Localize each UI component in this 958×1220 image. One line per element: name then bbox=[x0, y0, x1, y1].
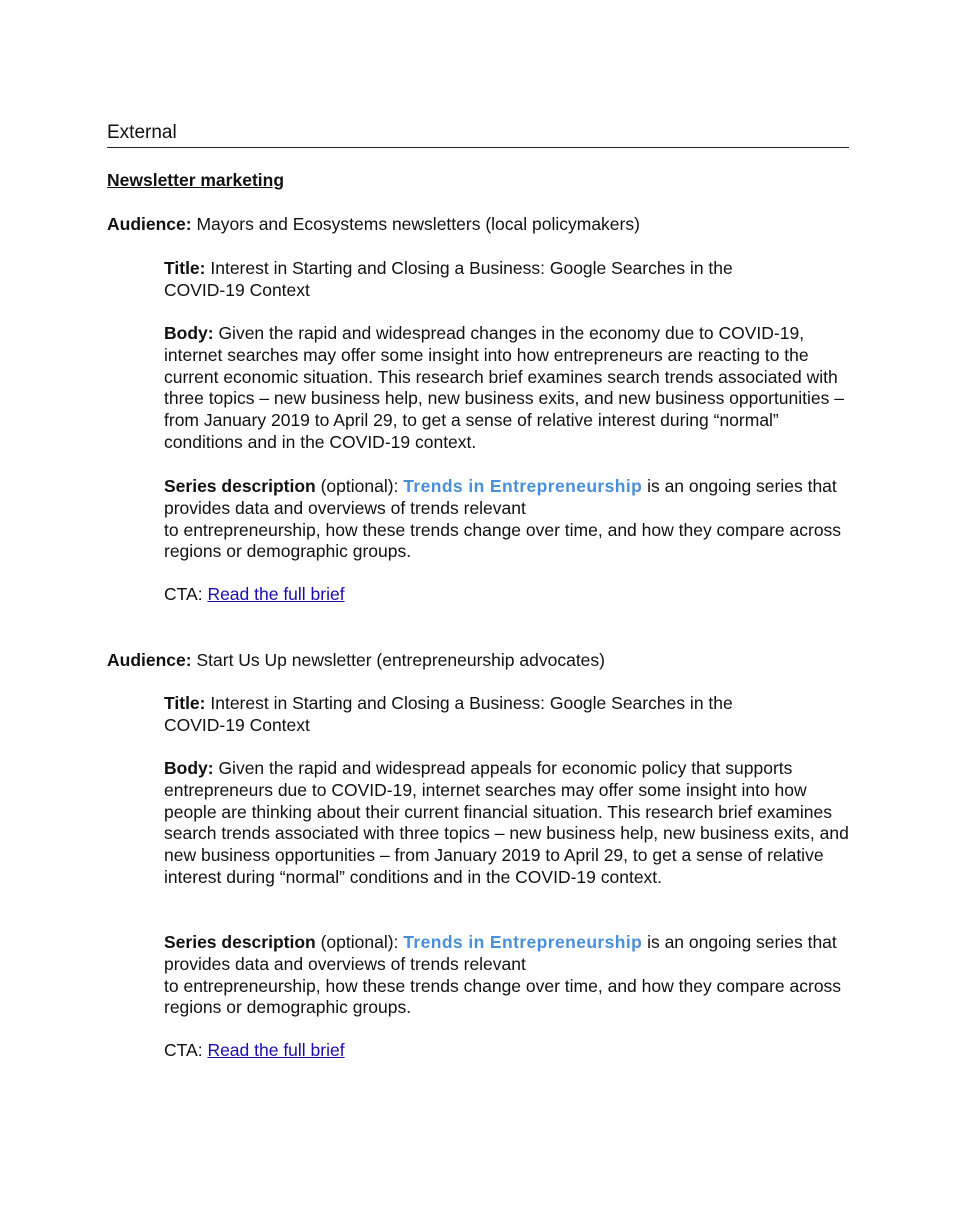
body-text: Given the rapid and widespread appeals for economic policy that supports entrepreneurs due to COVID-19, internet searches may offer some insight into how people are thinking about their current financial situation. This research brief examines search trends associated with three topics – new business help, new business exits, and new business opportunities – from January 2019 to April 29, to get a sense of relative interest during “normal” conditions and in the COVID-19 context. bbox=[164, 758, 849, 887]
title-label: Title: bbox=[164, 258, 206, 278]
series-text: is an ongoing series that provides data and overviews of trends relevant bbox=[164, 932, 837, 974]
cta-label: CTA: bbox=[164, 584, 208, 604]
series-name: Trends in Entrepreneurship bbox=[403, 476, 643, 496]
body-label: Body: bbox=[164, 758, 214, 778]
audience-label: Audience: bbox=[107, 650, 192, 670]
audience-line bbox=[107, 649, 605, 671]
series-optional: (optional): bbox=[315, 932, 404, 952]
series-optional: (optional): bbox=[315, 476, 404, 496]
cta-label: CTA: bbox=[164, 1040, 208, 1060]
series-paragraph bbox=[164, 932, 854, 1019]
series-name: Trends in Entrepreneurship bbox=[403, 932, 643, 952]
subsection-heading: Newsletter marketing bbox=[107, 170, 285, 190]
series-text: is an ongoing series that provides data and overviews of trends relevant bbox=[164, 476, 837, 518]
series-text-continued: to entrepreneurship, how these trends change over time, and how they compare across regions or demographic groups. bbox=[164, 975, 842, 1018]
title-text: Interest in Starting and Closing a Business: Google Searches in the COVID-19 Context bbox=[164, 693, 733, 735]
body-label: Body: bbox=[164, 323, 214, 343]
read-full-brief-link[interactable]: Read the full brief bbox=[207, 584, 345, 604]
audience-label: Audience: bbox=[107, 214, 192, 234]
read-full-brief-link[interactable]: Read the full brief bbox=[207, 1040, 345, 1060]
cta-line bbox=[164, 584, 854, 606]
title-paragraph bbox=[164, 258, 794, 302]
audience-value: Start Us Up newsletter (entrepreneurship advocates) bbox=[191, 650, 605, 670]
body-paragraph bbox=[164, 758, 854, 889]
audience-line bbox=[107, 213, 640, 235]
body-text: Given the rapid and widespread changes in the economy due to COVID-19, internet searches may offer some insight into how entrepreneurs are reacting to the current economic situation. This research brief examines search trends associated with three topics – new business help, new business exits, and new business opportunities – from January 2019 to April 29, to get a sense of relative interest during “normal” conditions and in the COVID-19 context. bbox=[164, 323, 844, 452]
cta-line bbox=[164, 1040, 854, 1062]
series-text-continued: to entrepreneurship, how these trends change over time, and how they compare across regions or demographic groups. bbox=[164, 519, 842, 562]
audience-value: Mayors and Ecosystems newsletters (local policymakers) bbox=[191, 214, 640, 234]
section-heading: External bbox=[107, 121, 849, 148]
title-label: Title: bbox=[164, 693, 206, 713]
title-text: Interest in Starting and Closing a Business: Google Searches in the COVID-19 Context bbox=[164, 258, 733, 300]
series-label: Series description bbox=[164, 476, 316, 496]
series-paragraph bbox=[164, 476, 854, 563]
body-paragraph bbox=[164, 323, 854, 454]
title-paragraph bbox=[164, 693, 794, 737]
series-label: Series description bbox=[164, 932, 316, 952]
